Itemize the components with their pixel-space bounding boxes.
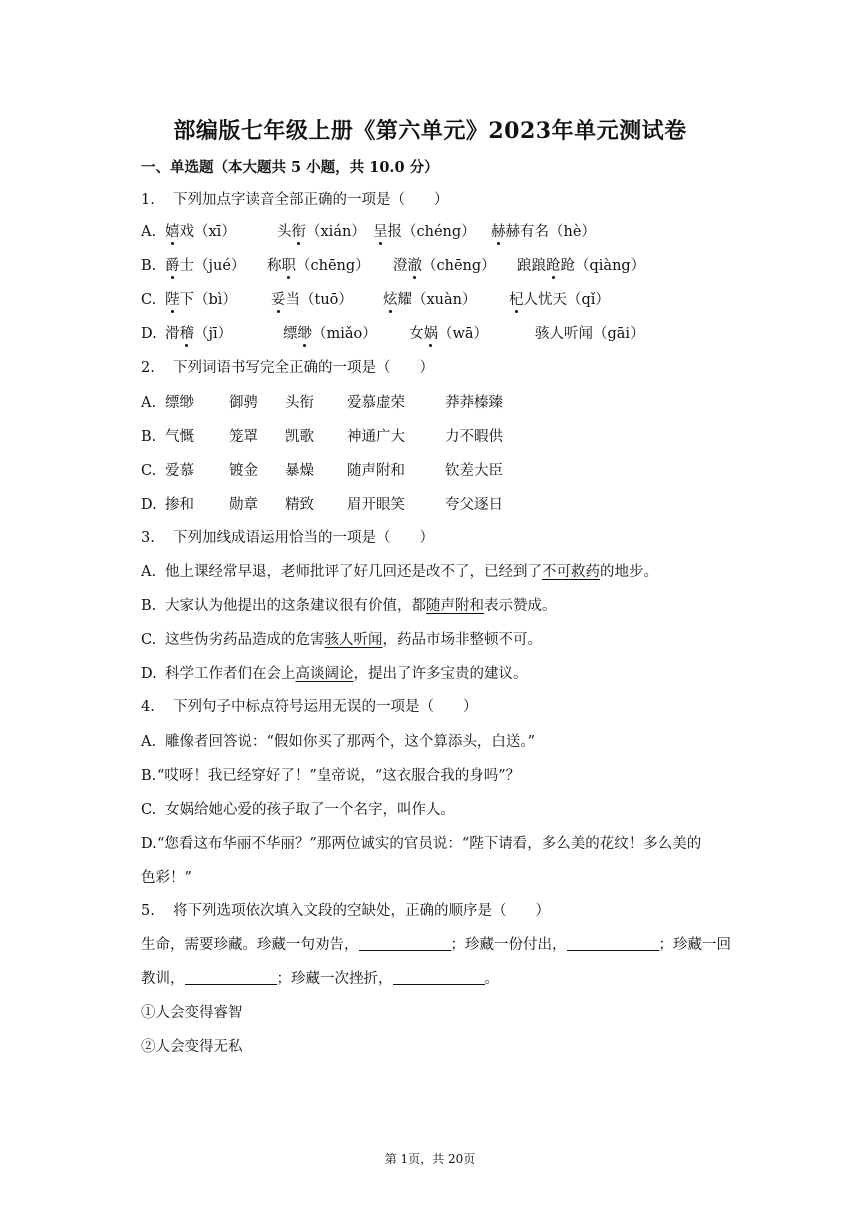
option-label: A.	[141, 224, 157, 240]
dotted-char: 衔	[291, 224, 306, 240]
option-label: B.	[141, 768, 157, 784]
option-text: ，提出了许多宝贵的建议。	[353, 666, 528, 682]
page-title: 部编版七年级上册《第六单元》2023年单元测试卷	[173, 118, 687, 144]
pinyin-item: 滑稽（jī）	[165, 326, 233, 342]
pinyin-item: 嬉戏（xī）	[165, 224, 236, 240]
word: 气慨	[165, 429, 194, 445]
option-2c[interactable]	[141, 461, 545, 481]
word: 随声附和	[347, 463, 405, 479]
pinyin-item: 呈报（chéng）	[373, 224, 476, 240]
pinyin-item: 澄澈（chēng）	[393, 258, 496, 274]
option-3a[interactable]	[141, 562, 658, 582]
passage-text: 教训，	[141, 971, 185, 987]
word: 莽莽榛臻	[445, 395, 503, 411]
dotted-char: 呈	[373, 224, 388, 240]
option-text: 科学工作者们在会上	[165, 666, 296, 682]
fill-blank-3[interactable]	[185, 970, 277, 985]
question-number: 2.	[141, 360, 155, 376]
word: 暴燥	[285, 463, 314, 479]
option-3d[interactable]	[141, 664, 528, 684]
question-stem: 将下列选项依次填入文段的空缺处，正确的顺序是（ ）	[173, 903, 550, 919]
word: 钦差大臣	[445, 463, 503, 479]
option-text: 表示赞成。	[484, 598, 557, 614]
word: 勋章	[229, 497, 258, 513]
word: 精致	[285, 497, 314, 513]
option-text: “您看这布华丽不华丽？”那两位诚实的官员说：“陛下请看，多么美的花纹！多么美的	[157, 836, 702, 852]
option-text: “哎呀！我已经穿好了！”皇帝说，“这衣服合我的身吗”？	[157, 768, 521, 784]
word: 凯歌	[285, 429, 314, 445]
dotted-char: 娲	[423, 326, 438, 342]
passage-text: 生命，需要珍藏。珍藏一句劝告，	[141, 937, 359, 953]
option-label: C.	[141, 463, 157, 479]
word: 爱慕	[165, 463, 194, 479]
passage-text: ；珍藏一次挫折，	[276, 971, 393, 987]
passage-text: ；珍藏一份付出，	[450, 937, 567, 953]
question-2	[141, 358, 434, 378]
fill-blank-4[interactable]	[393, 970, 485, 985]
pinyin-item: 杞人忧天（qǐ）	[509, 292, 610, 308]
section-heading: 一、单选题（本大题共 5 小题，共 10.0 分）	[141, 159, 439, 176]
option-2d[interactable]	[141, 495, 545, 515]
word: 夸父逐日	[445, 497, 503, 513]
option-1b[interactable]	[141, 256, 659, 276]
word: 神通广大	[347, 429, 405, 445]
question-number: 3.	[141, 530, 155, 546]
passage-text: 。	[484, 971, 499, 987]
passage-text: ；珍藏一回	[658, 937, 731, 953]
option-label: C.	[141, 632, 157, 648]
page-footer: 第 1页，共 20页	[384, 1152, 476, 1166]
option-text: 这些伪劣药品造成的危害	[165, 632, 325, 648]
option-4b[interactable]	[141, 766, 520, 786]
word: 御骋	[229, 395, 258, 411]
pinyin-item: 缥缈（miǎo）	[283, 326, 377, 342]
dotted-char: 爵	[165, 258, 180, 274]
word: 眉开眼笑	[347, 497, 405, 513]
pinyin-item: 踉踉跄跄（qiàng）	[517, 258, 646, 274]
underlined-idiom: 骇人听闻	[324, 632, 383, 648]
option-4a[interactable]	[141, 732, 535, 752]
dotted-char: 炫	[383, 292, 398, 308]
word: 镀金	[229, 463, 258, 479]
fill-blank-1[interactable]	[359, 936, 451, 951]
underlined-idiom: 不可救药	[542, 564, 600, 580]
fill-blank-2[interactable]	[567, 936, 659, 951]
option-label: B.	[141, 258, 157, 274]
option-text: 他上课经常早退，老师批评了好几回还是改不了，已经到了	[165, 564, 542, 580]
option-1d[interactable]	[141, 324, 697, 344]
option-label: D.	[141, 497, 157, 513]
word: 笼罩	[229, 429, 258, 445]
option-label: A.	[141, 564, 157, 580]
pinyin-item: 女娲（wā）	[409, 326, 489, 342]
choice-1: ①人会变得睿智	[141, 1005, 243, 1021]
option-text: ，药品市场非整顿不可。	[382, 632, 542, 648]
pinyin-item: 陛下（bì）	[165, 292, 237, 308]
question-5	[141, 901, 550, 921]
option-label: C.	[141, 292, 157, 308]
question-stem: 下列加点字读音全部正确的一项是（ ）	[173, 192, 449, 208]
option-4d-continued: 色彩！”	[141, 870, 192, 886]
option-3b[interactable]	[141, 596, 557, 616]
dotted-char: 嬉	[165, 224, 180, 240]
pinyin-item: 骇人听闻（gāi）	[535, 326, 645, 342]
option-label: A.	[141, 395, 157, 411]
option-label: D.	[141, 326, 157, 342]
underlined-idiom: 高谈阔论	[295, 666, 354, 682]
option-label: A.	[141, 734, 157, 750]
pinyin-item: 称职（chēng）	[267, 258, 370, 274]
option-label: B.	[141, 598, 157, 614]
dotted-char: 杞	[509, 292, 524, 308]
dotted-char: 澈	[407, 258, 422, 274]
option-label: D.	[141, 836, 157, 852]
dotted-char: 赫	[491, 224, 506, 240]
option-4d[interactable]	[141, 834, 701, 854]
option-2a[interactable]	[141, 393, 545, 413]
passage-line-2	[141, 969, 499, 989]
pinyin-item: 爵士（jué）	[165, 258, 246, 274]
question-number: 5.	[141, 903, 155, 919]
pinyin-item: 妥当（tuō）	[271, 292, 353, 308]
option-text: 大家认为他提出的这条建议很有价值，都	[165, 598, 426, 614]
pinyin-item: 赫赫有名（hè）	[491, 224, 596, 240]
word: 爱慕虚荣	[347, 395, 405, 411]
option-text: 雕像者回答说：“假如你买了那两个，这个算添头，白送。”	[165, 734, 536, 750]
question-number: 1.	[141, 192, 155, 208]
word: 缥缈	[165, 395, 194, 411]
dotted-char: 稽	[179, 326, 194, 342]
pinyin-item: 头衔（xián）	[277, 224, 366, 240]
question-4	[141, 697, 478, 717]
choice-2: ②人会变得无私	[141, 1039, 243, 1055]
option-1a[interactable]	[141, 222, 633, 242]
question-3	[141, 528, 434, 548]
question-stem: 下列词语书写完全正确的一项是（ ）	[173, 360, 434, 376]
option-text: 的地步。	[600, 564, 658, 580]
question-stem: 下列句子中标点符号运用无误的一项是（ ）	[173, 699, 478, 715]
pinyin-item: 炫耀（xuàn）	[383, 292, 477, 308]
passage-line-1	[141, 935, 731, 955]
question-1	[141, 190, 449, 210]
word: 力不暇供	[445, 429, 503, 445]
dotted-char: 陛	[165, 292, 180, 308]
option-1c[interactable]	[141, 290, 651, 310]
option-label: B.	[141, 429, 157, 445]
option-3c[interactable]	[141, 630, 542, 650]
question-number: 4.	[141, 699, 155, 715]
underlined-idiom: 随声附和	[426, 598, 484, 614]
option-label: D.	[141, 666, 157, 682]
option-4c[interactable]	[141, 800, 455, 820]
dotted-char: 妥	[271, 292, 286, 308]
question-stem: 下列加线成语运用恰当的一项是（ ）	[173, 530, 434, 546]
dotted-char: 缈	[297, 326, 312, 342]
option-2b[interactable]	[141, 427, 545, 447]
dotted-char: 跄	[546, 258, 561, 274]
word: 掺和	[165, 497, 194, 513]
option-label: C.	[141, 802, 157, 818]
dotted-char: 职	[281, 258, 296, 274]
word: 头衔	[285, 395, 314, 411]
option-text: 女娲给她心爱的孩子取了一个名字，叫作人。	[165, 802, 455, 818]
